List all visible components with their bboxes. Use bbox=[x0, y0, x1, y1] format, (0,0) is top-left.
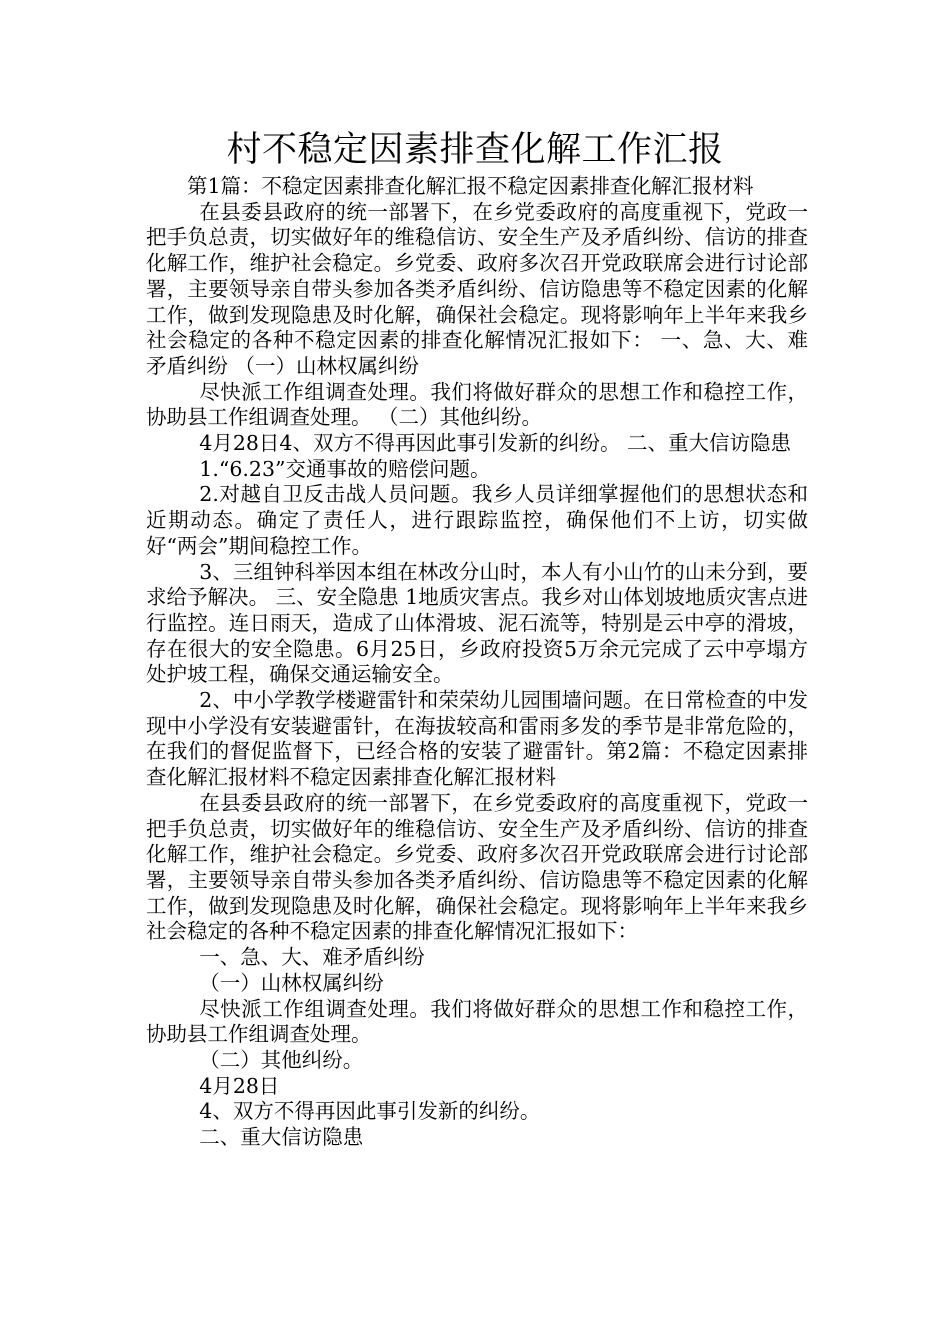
paragraph: 一、急、大、难矛盾纠纷 bbox=[199, 945, 425, 970]
paragraph: 二、重大信访隐患 bbox=[199, 1125, 364, 1150]
paragraph: （二）其他纠纷。 bbox=[199, 1047, 364, 1072]
paragraph: 3、三组钟科举因本组在林改分山时，本人有小山竹的山未分到，要求给予解决。 三、安全隐患 1地质灾害点。我乡对山体划坡地质灾害点进行监控。连日雨天，造成了山体滑坡、泥石流等，特别是云中亭的滑坡，存在很大的安全隐患。6月25日，乡政府投资5万余元完成了云中亭塌方处护坡工程，确保交通运输安全。 bbox=[146, 559, 808, 687]
paragraph: 在县委县政府的统一部署下，在乡党委政府的高度重视下，党政一把手负总责，切实做好年的维稳信访、安全生产及矛盾纠纷、信访的排查化解工作，维护社会稳定。乡党委、政府多次召开党政联席会进行讨论部署，主要领导亲自带头参加各类矛盾纠纷、信访隐患等不稳定因素的化解工作，做到发现隐患及时化解，确保社会稳定。现将影响年上半年来我乡社会稳定的各种不稳定因素的排查化解情况汇报如下： bbox=[146, 790, 808, 944]
paragraph: 4月28日 bbox=[199, 1073, 280, 1098]
paragraph: 尽快派工作组调查处理。我们将做好群众的思想工作和稳控工作，协助县工作组调查处理。 bbox=[146, 996, 808, 1047]
paragraph: 第1篇：不稳定因素排查化解汇报不稳定因素排查化解汇报材料 bbox=[187, 174, 754, 198]
document-body bbox=[146, 174, 808, 1151]
paragraph: 4、双方不得再因此事引发新的纠纷。 bbox=[199, 1099, 541, 1124]
paragraph: 尽快派工作组调查处理。我们将做好群众的思想工作和稳控工作，协助县工作组调查处理。 （二）其他纠纷。 bbox=[146, 379, 808, 430]
paragraph: （一）山林权属纠纷 bbox=[199, 970, 384, 995]
document-title: 村不稳定因素排查化解工作汇报 bbox=[226, 130, 724, 170]
paragraph: 1.“6.23”交通事故的赔偿问题。 bbox=[199, 456, 491, 481]
paragraph: 在县委县政府的统一部署下，在乡党委政府的高度重视下，党政一把手负总责，切实做好年的维稳信访、安全生产及矛盾纠纷、信访的排查化解工作，维护社会稳定。乡党委、政府多次召开党政联席会进行讨论部署，主要领导亲自带头参加各类矛盾纠纷、信访隐患等不稳定因素的化解工作，做到发现隐患及时化解，确保社会稳定。现将影响年上半年来我乡社会稳定的各种不稳定因素的排查化解情况汇报如下： 一、急、大、难矛盾纠纷 （一）山林权属纠纷 bbox=[146, 199, 808, 378]
paragraph: 2、中小学教学楼避雷针和荣荣幼儿园围墙问题。在日常检查的中发现中小学没有安装避雷针，在海拔较高和雷雨多发的季节是非常危险的，在我们的督促监督下，已经合格的安装了避雷针。第2篇：不稳定因素排查化解汇报材料不稳定因素排查化解汇报材料 bbox=[146, 688, 808, 790]
paragraph: 4月28日4、双方不得再因此事引发新的纠纷。 二、重大信访隐患 bbox=[199, 431, 791, 456]
paragraph: 2.对越自卫反击战人员问题。我乡人员详细掌握他们的思想状态和近期动态。确定了责任人，进行跟踪监控，确保他们不上访，切实做好“两会”期间稳控工作。 bbox=[146, 482, 808, 558]
